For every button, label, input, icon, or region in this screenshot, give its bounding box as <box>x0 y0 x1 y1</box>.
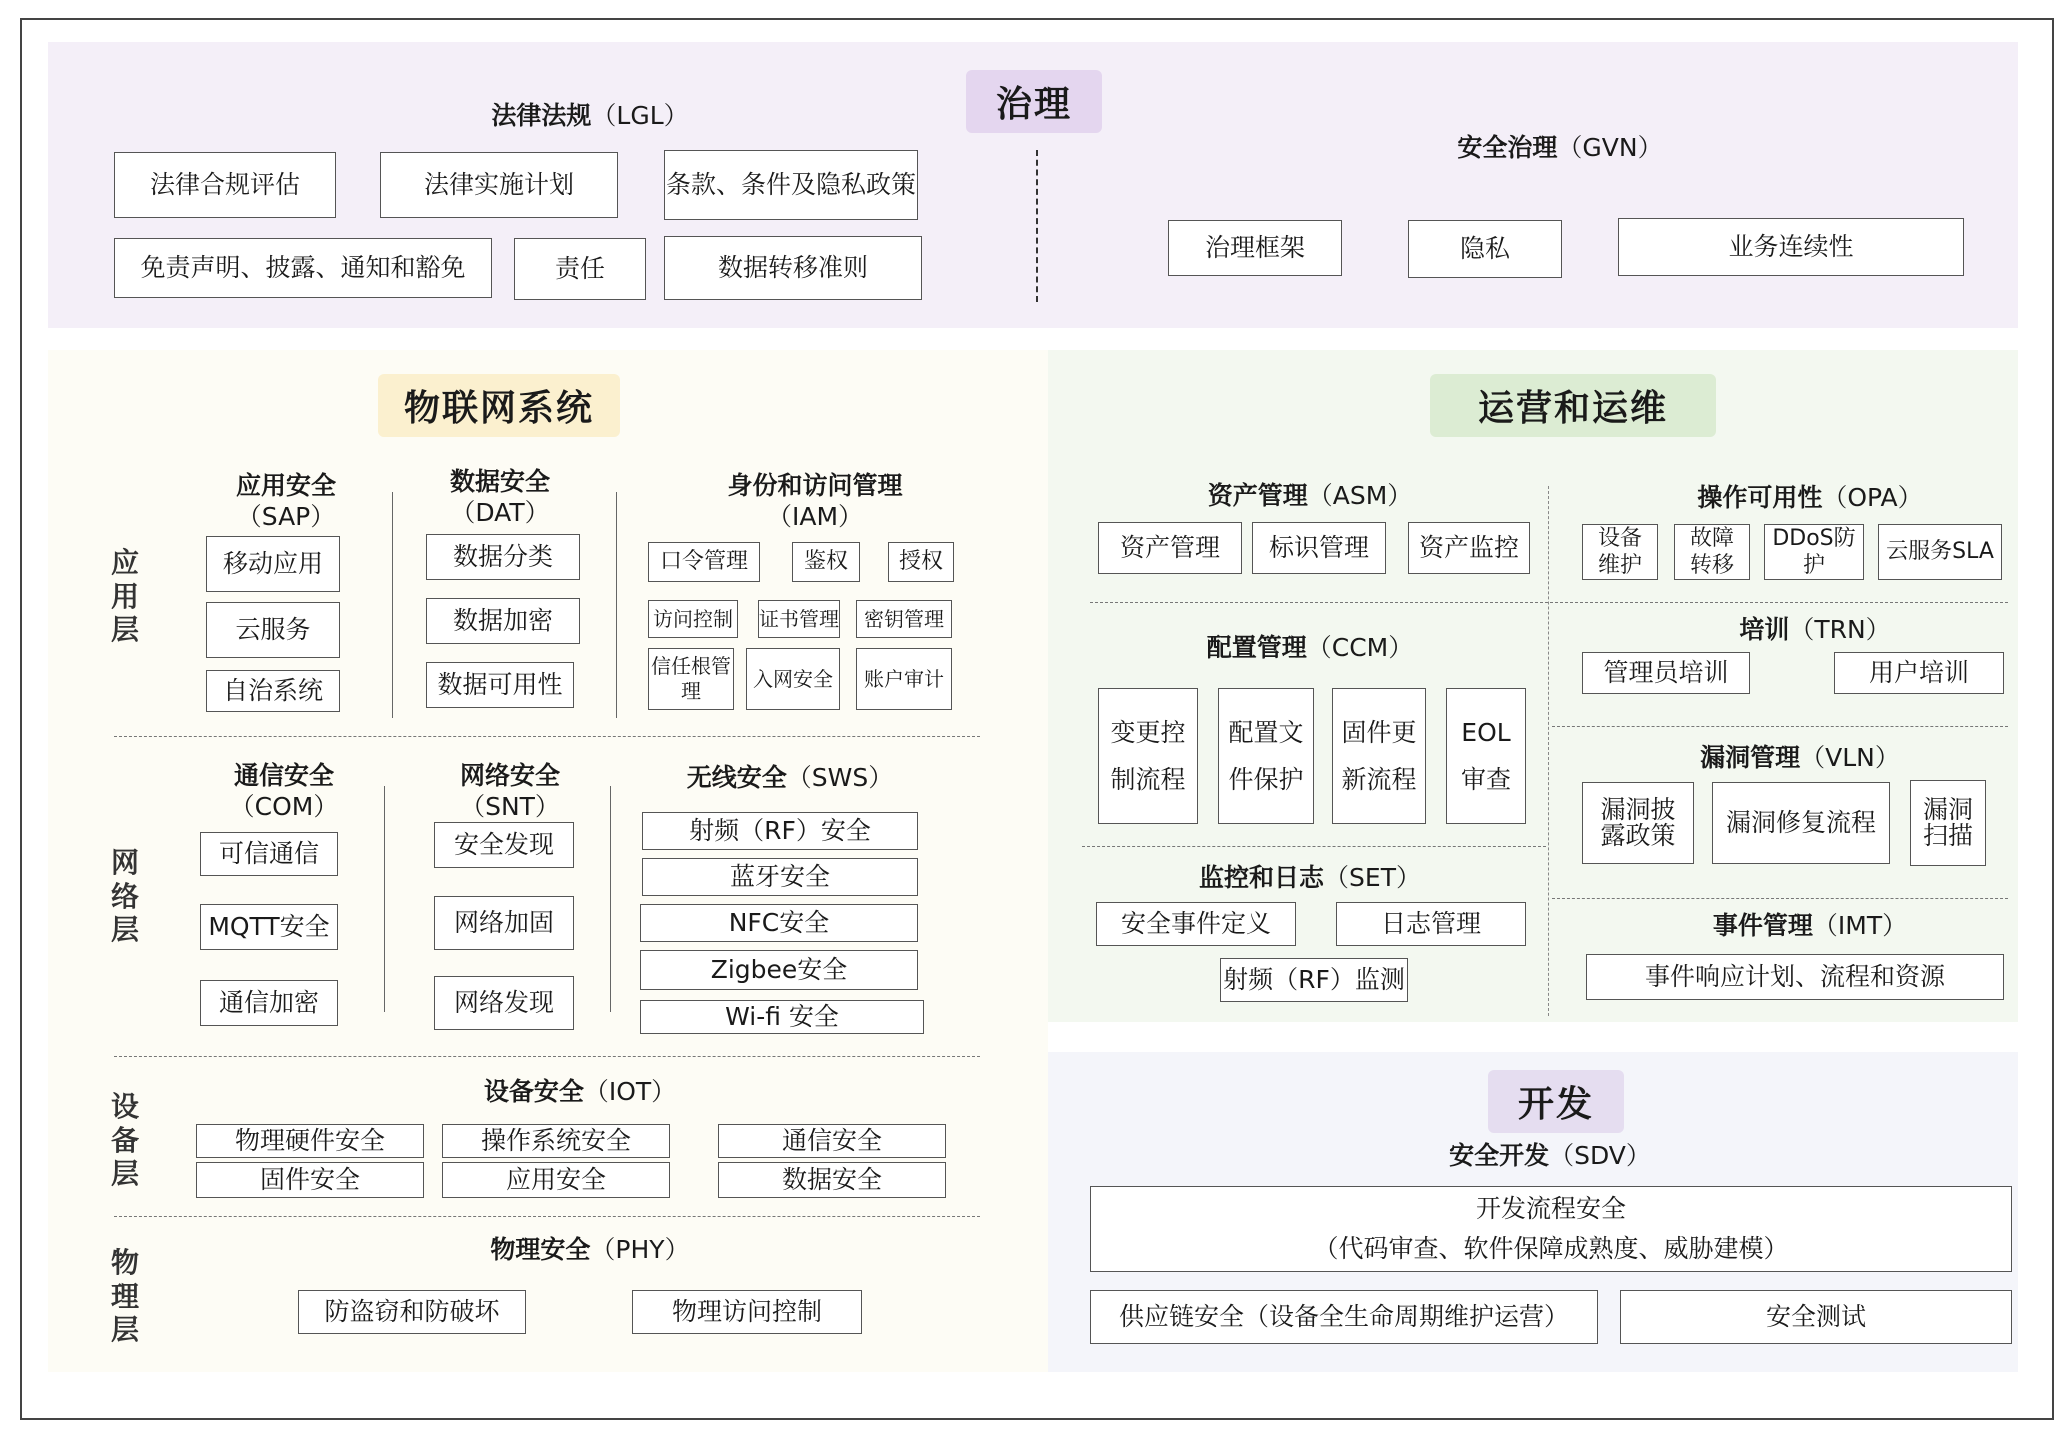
governance-title: 治理 <box>966 70 1102 133</box>
gvn-item-1: 治理框架 <box>1168 220 1342 276</box>
ccm-item-4: EOL审查 <box>1446 688 1526 824</box>
set-heading: 监控和日志（SET） <box>1199 863 1421 892</box>
dev-item-4: 固件安全 <box>196 1162 424 1198</box>
sws-item-5: Wi-fi 安全 <box>640 1000 924 1034</box>
sdv-process-line1: 开发流程安全 <box>1475 1194 1626 1223</box>
vln-item-2: 漏洞修复流程 <box>1712 782 1890 864</box>
sap-item-1: 移动应用 <box>206 536 340 592</box>
app-divider-1 <box>392 492 393 718</box>
ops-divider-1 <box>1090 602 2008 603</box>
iam-item-9: 账户审计 <box>856 648 952 710</box>
vln-heading: 漏洞管理（VLN） <box>1700 743 1900 772</box>
lgl-item-3: 条款、条件及隐私政策 <box>664 150 918 220</box>
phy-item-2: 物理访问控制 <box>632 1290 862 1334</box>
net-divider-2 <box>610 786 611 1012</box>
snt-item-1: 安全发现 <box>434 822 574 868</box>
ops-divider-4 <box>1552 898 2008 899</box>
sap-heading: 应用安全 （SAP） <box>235 471 336 532</box>
asm-item-1: 资产管理 <box>1098 522 1242 574</box>
sap-item-3: 自治系统 <box>206 670 340 712</box>
dat-heading: 数据安全 （DAT） <box>449 467 550 528</box>
sws-item-1: 射频（RF）安全 <box>642 812 918 850</box>
iam-item-8: 入网安全 <box>746 648 840 710</box>
phy-heading: 物理安全（PHY） <box>490 1235 690 1264</box>
iot-title: 物联网系统 <box>378 374 620 437</box>
phy-item-1: 防盗窃和防破坏 <box>298 1290 526 1334</box>
ccm-item-1: 变更控制流程 <box>1098 688 1198 824</box>
vln-item-3: 漏洞扫描 <box>1910 780 1986 866</box>
sws-item-3: NFC安全 <box>640 904 918 942</box>
trn-heading: 培训（TRN） <box>1739 615 1891 644</box>
ccm-item-3: 固件更新流程 <box>1332 688 1426 824</box>
iam-heading: 身份和访问管理 （IAM） <box>727 471 903 532</box>
layer-divider-net-dev <box>114 1056 980 1057</box>
sws-heading: 无线安全（SWS） <box>686 763 894 792</box>
iam-item-6: 密钥管理 <box>856 600 952 638</box>
app-divider-2 <box>616 492 617 718</box>
asm-item-2: 标识管理 <box>1252 522 1386 574</box>
sws-item-2: 蓝牙安全 <box>642 858 918 896</box>
imt-heading: 事件管理（IMT） <box>1712 911 1908 940</box>
dat-item-2: 数据加密 <box>426 598 580 644</box>
lgl-heading: 法律法规（LGL） <box>491 101 689 130</box>
com-heading: 通信安全 （COM） <box>229 761 339 822</box>
ccm-item-2: 配置文件保护 <box>1218 688 1314 824</box>
gvn-item-3: 业务连续性 <box>1618 218 1964 276</box>
sap-item-2: 云服务 <box>206 602 340 658</box>
iam-item-4: 访问控制 <box>648 600 738 638</box>
lgl-item-1: 法律合规评估 <box>114 152 336 218</box>
dev-item-3: 通信安全 <box>718 1124 946 1158</box>
lgl-item-5: 责任 <box>514 238 646 300</box>
dev-item-2: 操作系统安全 <box>442 1124 670 1158</box>
iam-item-3: 授权 <box>888 542 954 582</box>
snt-item-3: 网络发现 <box>434 976 574 1030</box>
gvn-item-2: 隐私 <box>1408 220 1562 278</box>
sdv-item-1: 供应链安全（设备全生命周期维护运营） <box>1090 1290 1598 1344</box>
iam-item-7: 信任根管理 <box>648 648 734 710</box>
com-item-1: 可信通信 <box>200 832 338 876</box>
imt-item-1: 事件响应计划、流程和资源 <box>1586 954 2004 1000</box>
trn-item-1: 管理员培训 <box>1582 652 1750 694</box>
iam-item-5: 证书管理 <box>758 600 840 638</box>
snt-heading: 网络安全 （SNT） <box>459 761 560 822</box>
layer-label-app: 应用层 <box>110 546 139 647</box>
opa-heading: 操作可用性（OPA） <box>1697 483 1923 512</box>
set-item-1: 安全事件定义 <box>1096 902 1296 946</box>
set-item-2: 日志管理 <box>1336 902 1526 946</box>
ops-divider-2 <box>1552 726 2008 727</box>
trn-item-2: 用户培训 <box>1834 652 2004 694</box>
snt-item-2: 网络加固 <box>434 896 574 950</box>
ops-divider-3 <box>1082 846 1546 847</box>
dev-item-5: 应用安全 <box>442 1162 670 1198</box>
opa-item-4: 云服务SLA <box>1878 524 2002 580</box>
dev-item-1: 物理硬件安全 <box>196 1124 424 1158</box>
asm-heading: 资产管理（ASM） <box>1207 481 1413 510</box>
gvn-heading: 安全治理（GVN） <box>1457 133 1663 162</box>
dat-item-1: 数据分类 <box>426 534 580 580</box>
layer-label-phy: 物理层 <box>110 1246 139 1347</box>
governance-divider <box>1036 150 1038 302</box>
sdv-heading: 安全开发（SDV） <box>1449 1141 1651 1170</box>
ccm-heading: 配置管理（CCM） <box>1206 633 1414 662</box>
vln-item-1: 漏洞披露政策 <box>1582 782 1694 864</box>
com-item-2: MQTT安全 <box>200 904 338 950</box>
sdv-item-2: 安全测试 <box>1620 1290 2012 1344</box>
opa-item-2: 故障转移 <box>1674 524 1750 580</box>
layer-label-dev: 设备层 <box>110 1090 139 1191</box>
com-item-3: 通信加密 <box>200 980 338 1026</box>
sws-item-4: Zigbee安全 <box>640 950 918 990</box>
iam-item-1: 口令管理 <box>648 542 760 582</box>
ops-divider-vertical <box>1548 486 1549 1016</box>
lgl-item-4: 免责声明、披露、通知和豁免 <box>114 238 492 298</box>
layer-label-net: 网络层 <box>110 846 139 947</box>
dat-item-3: 数据可用性 <box>426 662 574 708</box>
asm-item-3: 资产监控 <box>1408 522 1530 574</box>
opa-item-3: DDoS防护 <box>1764 524 1864 580</box>
dev-heading: 设备安全（IOT） <box>483 1077 677 1106</box>
dev-title: 开发 <box>1488 1070 1624 1133</box>
opa-item-1: 设备维护 <box>1582 524 1658 580</box>
layer-divider-dev-phy <box>114 1216 980 1217</box>
net-divider-1 <box>384 786 385 1012</box>
sdv-process-line2: （代码审查、软件保障成熟度、威胁建模） <box>1313 1234 1789 1263</box>
layer-divider-app-net <box>114 736 980 737</box>
lgl-item-2: 法律实施计划 <box>380 152 618 218</box>
sdv-process-box <box>1090 1186 2012 1272</box>
ops-title: 运营和运维 <box>1430 374 1716 437</box>
set-item-3: 射频（RF）监测 <box>1220 958 1408 1002</box>
dev-item-6: 数据安全 <box>718 1162 946 1198</box>
lgl-item-6: 数据转移准则 <box>664 236 922 300</box>
iam-item-2: 鉴权 <box>792 542 860 582</box>
